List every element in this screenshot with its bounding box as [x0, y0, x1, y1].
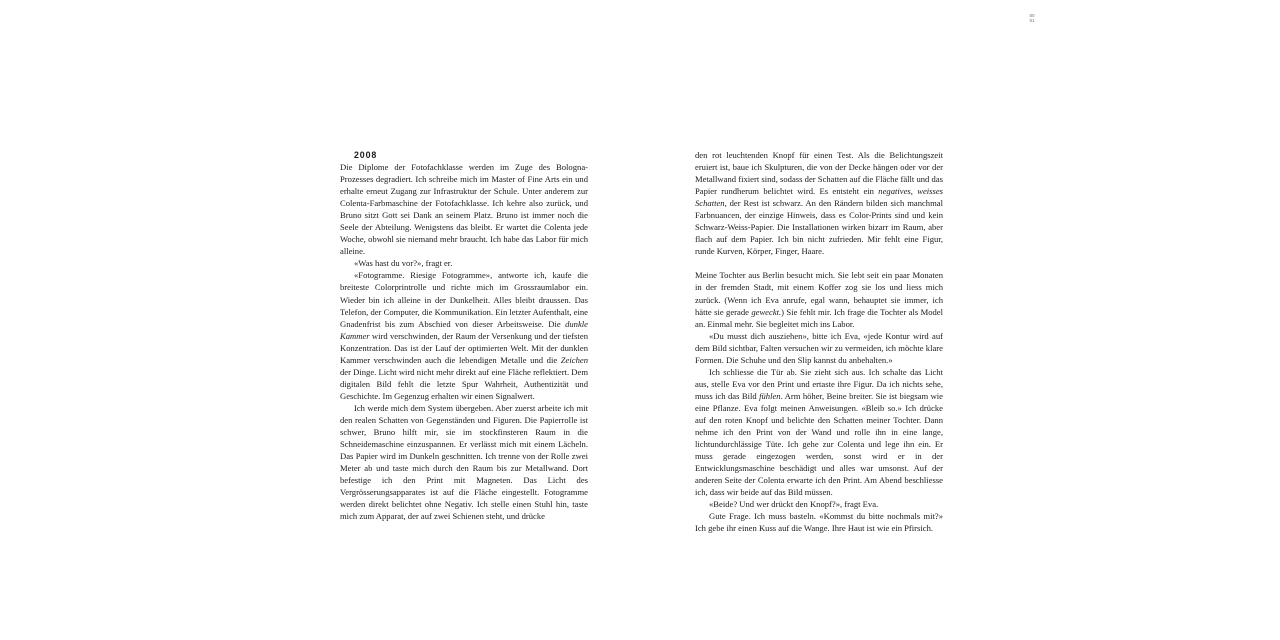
paragraph	[695, 510, 943, 534]
paragraph-text: ) Sie fehlt mir. Ich frage die Tochter als Model an. Einmal mehr. Sie begleitet mich ins Labor.	[695, 306, 944, 329]
paragraph-text: den rot leuchtenden Knopf für einen Test. Als die Belichtungszeit eruiert ist, baue ich Skulpturen, die von der Decke hängen oder vor der Metallwand fixiert sind, sodass der Schatten auf die Fläche fällt und das Papier rundherum belichtet wird. Es entsteht ein	[695, 150, 943, 197]
paragraph-text: der Dinge. Licht wird nicht mehr direkt auf eine Fläche reflektiert. Dem digitalen Bild fehlt die letzte Spur Wahrheit, Authentizität und Geschichte. Im Gegenzug erhalten wir einen Signalwert.	[340, 366, 588, 401]
paragraph	[340, 402, 588, 522]
right-page-text	[695, 149, 943, 534]
paragraph-text: , der Rest ist schwarz. An den Rändern bilden sich manchmal Farbnuancen, der einzige Hinweis, dass es Color-Prints sind und kein Schwarz-Weiss-Papier. Die Installationen wirken bizarr im Raum, aber flach auf dem Papier. Ich bin nicht zufrieden. Mir fehlt eine Figur, runde Kurven, Körper, Finger, Haare.	[695, 198, 943, 257]
paragraph-text: wird verschwinden, der Raum der Versenkung und der tiefsten Konzentration. Das ist der Lauf der optimierten Welt. Mit der dunklen Kammer verschwinden auch die lebendigen Metalle und die	[340, 330, 588, 365]
paragraph	[695, 366, 943, 499]
paragraph	[695, 269, 943, 329]
paragraph	[340, 161, 588, 257]
paragraph-text: Ich schliesse die Tür ab. Sie zieht sich aus. Ich schalte das Licht aus, stelle Eva vor den Print und ertaste ihre Figur. Da ich nichts sehe, muss ich das Bild	[695, 366, 943, 401]
paragraph-text: Die Diplome der Fotofachklasse werden im Zuge des Bologna-Prozesses degradiert. Ich schreibe mich im Master of Fine Arts ein und erhalte erneut Zugang zur Infrastruktur der Schule. Unter anderem zur Colenta-Farbmaschine der Fotofachklasse. Ich kehre also zurück, und Bruno sitzt Gott sei Dank an seinem Platz. Bruno ist immer noch die Seele der Abteilung. Wenigstens das bleibt. Er wartet die Colenta jede Woche, obwohl sie niemand mehr braucht. Ich habe das Labor für mich alleine.	[340, 162, 588, 257]
paragraph	[695, 149, 943, 257]
left-page-text	[340, 149, 588, 522]
emphasis-text: negatives, weisses Schatten	[695, 186, 943, 209]
paragraph	[695, 330, 943, 366]
emphasis-text: fühlen	[759, 390, 781, 401]
paragraph-text: Meine Tochter aus Berlin besucht mich. Sie lebt seit ein paar Monaten in der fremden Stadt, mit einem Koffer zog sie los und liess mich zurück. (Wenn ich Eva anrufe, egal wann, behauptet sie immer, ich hätte sie gerade	[695, 270, 943, 317]
section-year-heading: 2008	[354, 150, 378, 160]
page-number-right: 81	[1029, 18, 1035, 23]
page-number-left: 80	[1029, 13, 1035, 18]
paragraph	[695, 498, 943, 510]
emphasis-text: Zeichen	[560, 354, 588, 365]
paragraph-text: «Fotogramme. Riesige Fotogramme», antworte ich, kaufe die breiteste Colorprintrolle und richte mich im Grossraumlabor ein. Wieder bin ich alleine in der Dunkelheit. Alles bleibt draussen. Das Telefon, der Computer, die Kommunikation. Ein letzter Aufenthalt, eine Gnadenfrist bis zum Abschied von dieser Arbeitsweise. Die	[340, 270, 588, 329]
paragraph-text: Gute Frage. Ich muss basteln. «Kommst du bitte nochmals mit?» Ich gebe ihr einen Kuss auf die Wange. Ihre Haut ist wie ein Pfirsich.	[695, 511, 943, 534]
paragraph-text: «Was hast du vor?», fragt er.	[354, 258, 453, 269]
paragraph-text: Ich werde mich dem System übergeben. Aber zuerst arbeite ich mit den realen Schatten von Gegenständen und Figuren. Die Papierrolle ist schwer, Bruno hilft mir, sie im stockfinsteren Raum in die Schneidemaschine einzuspannen. Er verlässt mich mit einem Lächeln. Das Papier wird im Dunkeln geschnitten. Ich trenne von der Rolle zwei Meter ab und taste mich durch den Raum bis zur Metallwand. Dort befestige ich den Print mit Magneten. Das Licht des Vergrösserungsapparates ist auf die Fläche eingestellt. Fotogramme werden direkt belichtet ohne Negativ. Ich stelle einen Stuhl hin, taste mich zum Apparat, der auf zwei Schienen steht, und drücke	[340, 402, 588, 522]
paragraph-text: «Du musst dich ausziehen», bitte ich Eva, «jede Kontur wird auf dem Bild sichtbar, Falten versuchen wir zu vermeiden, ich möchte klare Formen. Die Schuhe und den Slip kannst du anbehalten.»	[695, 330, 943, 365]
page-numbers	[1024, 13, 1040, 23]
emphasis-text: geweckt.	[751, 306, 782, 317]
paragraph	[340, 257, 588, 269]
emphasis-text: dunkle Kammer	[340, 318, 588, 341]
paragraph	[340, 269, 588, 402]
paragraph-text: . Arm höher, Beine breiter. Sie ist biegsam wie eine Pflanze. Eva folgt meinen Anweisungen. «Bleib so.» Ich drücke auf den roten Knopf und belichte den Schatten meiner Tochter. Dann nehme ich den Print von der Wand und rolle ihn in eine lange, lichtundurchlässige Tüte. Ich gehe zur Colenta und lege ihn ein. Er muss gerade eingezogen werden, sonst wird er in der Entwicklungsmaschine beschädigt und alles war umsonst. Auf der anderen Seite der Colenta erwarte ich den Print. Am Abend beschliesse ich, dass wir beide auf das Bild müssen.	[695, 390, 943, 498]
paragraph-text: «Beide? Und wer drückt den Knopf?», fragt Eva.	[709, 499, 879, 510]
